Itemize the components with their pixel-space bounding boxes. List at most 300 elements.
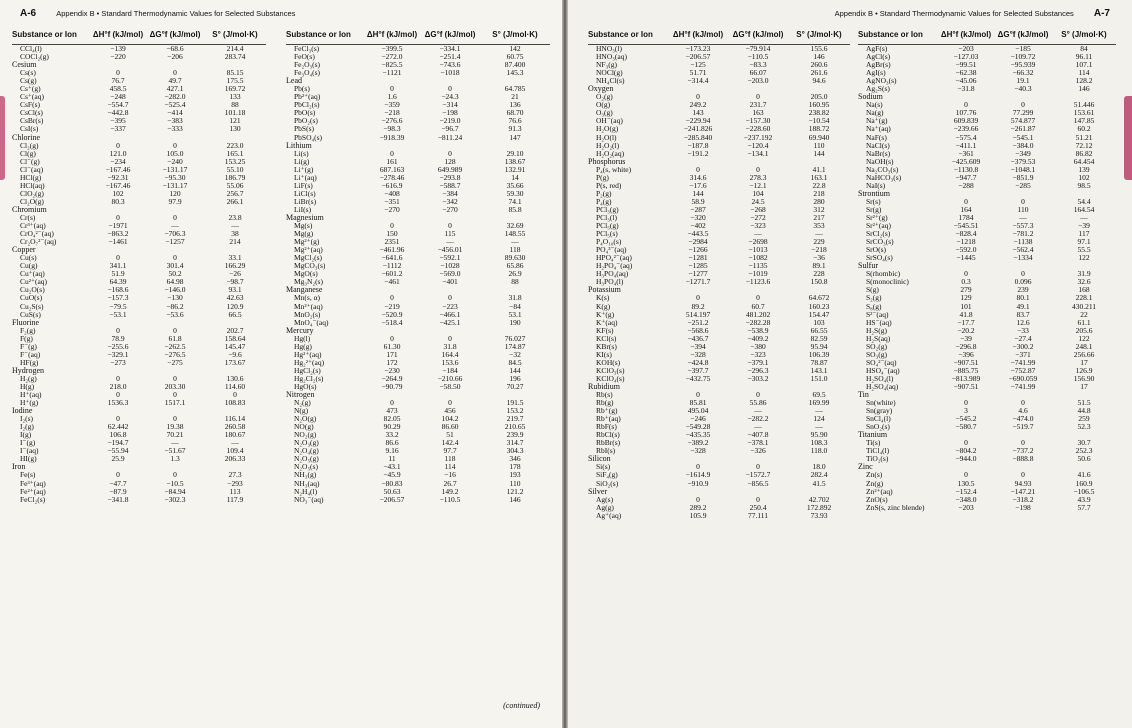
table-row: [286, 407, 550, 415]
table-row: [12, 166, 266, 174]
entropy-cell: 219.7: [506, 415, 524, 424]
table-row: [12, 286, 266, 294]
gibbs-cell: 649.989: [437, 165, 463, 174]
substance-cell: CsF(s): [20, 101, 41, 110]
gibbs-cell: −333: [167, 125, 183, 134]
table-row: [858, 142, 1116, 150]
entropy-cell: 228.1: [1075, 294, 1093, 303]
substance-cell: NaI(s): [866, 181, 886, 190]
substance-cell: AgI(s): [866, 69, 886, 78]
substance-cell: F₂(g): [20, 326, 36, 335]
enthalpy-cell: −288: [958, 181, 974, 190]
entropy-cell: 18.0: [812, 463, 826, 472]
enthalpy-cell: 11: [388, 455, 396, 464]
gibbs-cell: −210.66: [437, 374, 463, 383]
enthalpy-cell: −272.0: [381, 53, 403, 62]
entropy-cell: 153.2: [506, 407, 524, 416]
gibbs-cell: −1019: [748, 270, 768, 279]
gibbs-cell: 49.1: [1016, 302, 1030, 311]
enthalpy-cell: −436.7: [687, 334, 709, 343]
gibbs-cell: −1123.6: [745, 278, 771, 287]
entropy-cell: 202.7: [226, 326, 244, 335]
enthalpy-cell: 102: [112, 189, 124, 198]
entropy-cell: 260.58: [224, 423, 246, 432]
entropy-cell: —: [815, 230, 823, 239]
entropy-cell: 196: [509, 374, 521, 383]
substance-cell: Mg₃N₂(s): [294, 278, 323, 287]
gibbs-cell: −384: [442, 189, 458, 198]
substance-cell: Cu₂S(s): [20, 302, 44, 311]
element-group-heading: [858, 391, 1116, 399]
table-row: [12, 101, 266, 109]
element-group-heading: [858, 190, 1116, 198]
enthalpy-cell: 0: [390, 85, 394, 94]
table-row: [286, 222, 550, 230]
enthalpy-cell: −616.9: [381, 181, 403, 190]
enthalpy-cell: −90.79: [381, 382, 403, 391]
gibbs-cell: −40.3: [1014, 85, 1032, 94]
table-row: [286, 496, 550, 504]
table-row: [286, 294, 550, 302]
substance-cell: CCl₄(l): [20, 44, 42, 53]
enthalpy-cell: 341.1: [109, 262, 127, 271]
substance-cell: Zn(s): [866, 471, 883, 480]
gibbs-cell: −1013: [748, 246, 768, 255]
enthalpy-cell: −276.6: [381, 117, 403, 126]
gibbs-cell: —: [446, 238, 454, 247]
table-row: [12, 125, 266, 133]
entropy-cell: 120.9: [226, 302, 244, 311]
gibbs-cell: 278.3: [749, 173, 767, 182]
gibbs-cell: 0: [1021, 197, 1025, 206]
enthalpy-cell: 0: [116, 391, 120, 400]
enthalpy-cell: −47.7: [109, 479, 127, 488]
entropy-cell: 43.9: [1077, 495, 1091, 504]
enthalpy-cell: 0: [116, 213, 120, 222]
enthalpy-cell: −246: [690, 415, 706, 424]
enthalpy-cell: 0: [696, 391, 700, 400]
gibbs-cell: −261.87: [1010, 125, 1036, 134]
substance-cell: NF₃(g): [596, 61, 617, 70]
table-row: [12, 117, 266, 125]
entropy-cell: 65.86: [506, 262, 524, 271]
substance-cell: NH₃(g): [294, 471, 317, 480]
element-name: Potassium: [588, 286, 621, 295]
header-row: [12, 30, 266, 45]
gibbs-cell: −109.72: [1010, 53, 1036, 62]
enthalpy-cell: 0: [116, 471, 120, 480]
enthalpy-cell: −461.96: [379, 246, 405, 255]
gibbs-cell: 0: [448, 334, 452, 343]
element-group-heading: [858, 262, 1116, 270]
gibbs-cell: −276.5: [164, 350, 186, 359]
entropy-cell: 41.5: [812, 479, 826, 488]
entropy-cell: 139: [1078, 165, 1090, 174]
enthalpy-cell: 9.16: [385, 447, 399, 456]
gibbs-cell: 66.07: [749, 69, 767, 78]
table-row: [286, 93, 550, 101]
substance-cell: I(g): [20, 431, 32, 440]
entropy-cell: —: [815, 423, 823, 432]
element-group-heading: [286, 142, 550, 150]
element-name: Chlorine: [12, 133, 40, 142]
entropy-cell: 96.11: [1075, 53, 1093, 62]
gibbs-cell: —: [1019, 213, 1027, 222]
table-row: [12, 150, 266, 158]
enthalpy-cell: −206.57: [379, 495, 405, 504]
enthalpy-cell: 78.9: [111, 334, 125, 343]
gibbs-cell: −79.914: [745, 44, 771, 53]
table-row: [12, 294, 266, 302]
enthalpy-cell: 0: [116, 69, 120, 78]
element-name: Magnesium: [286, 213, 324, 222]
substance-cell: Na₂CO₃(s): [866, 165, 899, 174]
gibbs-cell: 149.2: [441, 487, 459, 496]
gibbs-cell: −314: [442, 101, 458, 110]
left-column-1: [12, 30, 266, 504]
enthalpy-cell: −825.5: [381, 61, 403, 70]
element-name: Mercury: [286, 326, 314, 335]
entropy-cell: 66.5: [228, 310, 242, 319]
enthalpy-cell: 0: [964, 101, 968, 110]
substance-cell: Cl₂O(g): [20, 197, 44, 206]
enthalpy-cell: 130.5: [957, 479, 975, 488]
table-row: [858, 278, 1116, 286]
enthalpy-cell: −152.4: [955, 487, 977, 496]
enthalpy-cell: 62.442: [107, 423, 129, 432]
entropy-cell: 41.6: [1077, 471, 1091, 480]
gibbs-cell: 481.202: [745, 310, 771, 319]
gibbs-cell: 427.1: [166, 85, 184, 94]
enthalpy-cell: 0: [116, 415, 120, 424]
table-row: [286, 158, 550, 166]
enthalpy-cell: 289.2: [689, 503, 707, 512]
enthalpy-cell: −329.1: [107, 350, 129, 359]
gibbs-cell: 60.7: [751, 302, 765, 311]
right-page-number: A-7: [1093, 8, 1110, 19]
enthalpy-cell: −435.35: [685, 431, 711, 440]
substance-cell: Si(s): [596, 463, 611, 472]
table-row: [588, 319, 850, 327]
enthalpy-cell: −273: [110, 358, 126, 367]
substance-cell: Ag₂S(s): [866, 85, 890, 94]
enthalpy-cell: −203: [958, 44, 974, 53]
entropy-cell: 95.94: [810, 342, 828, 351]
entropy-cell: 218: [813, 189, 825, 198]
enthalpy-cell: 0: [964, 471, 968, 480]
table-row: [588, 303, 850, 311]
entropy-cell: 266.1: [226, 197, 244, 206]
element-name: Copper: [12, 246, 36, 255]
substance-cell: P₄(s, white): [596, 165, 632, 174]
gibbs-cell: −272: [750, 213, 766, 222]
enthalpy-cell: −641.6: [381, 254, 403, 263]
table-row: [12, 480, 266, 488]
enthalpy-cell: −17.7: [957, 318, 975, 327]
enthalpy-cell: 171: [386, 350, 398, 359]
element-group-heading: [286, 327, 550, 335]
substance-cell: KClO₃(s): [596, 366, 625, 375]
enthalpy-cell: −885.75: [953, 366, 979, 375]
substance-cell: NaF(s): [866, 133, 887, 142]
enthalpy-cell: 0: [116, 374, 120, 383]
table-row: [286, 125, 550, 133]
table-row: [858, 311, 1116, 319]
enthalpy-cell: −402: [690, 222, 706, 231]
table-row: [286, 109, 550, 117]
substance-cell: Na⁺(g): [866, 117, 888, 126]
gibbs-cell: −53.6: [166, 310, 184, 319]
entropy-cell: 146: [509, 495, 521, 504]
substance-cell: HgO(s): [294, 382, 317, 391]
enthalpy-cell: −206.57: [685, 53, 711, 62]
entropy-cell: 70.27: [506, 382, 524, 391]
substance-cell: Cu⁺(aq): [20, 270, 45, 279]
table-row: [858, 423, 1116, 431]
table-row: [12, 423, 266, 431]
entropy-cell: 84.5: [508, 358, 522, 367]
table-row: [12, 375, 266, 383]
entropy-cell: 51.446: [1073, 101, 1095, 110]
entropy-cell: 142: [509, 44, 521, 53]
substance-cell: P₄O₁₀(s): [596, 238, 622, 247]
entropy-cell: 133: [229, 93, 241, 102]
gibbs-cell: −425.1: [439, 318, 461, 327]
substance-cell: CuS(s): [20, 310, 41, 319]
substance-cell: Ag⁺(aq): [596, 511, 622, 520]
gibbs-cell: −285: [1015, 181, 1031, 190]
substance-cell: Cu₂O(s): [20, 286, 45, 295]
entropy-cell: 32.6: [1077, 278, 1091, 287]
enthalpy-cell: −359: [384, 101, 400, 110]
enthalpy-cell: −1285: [688, 262, 708, 271]
substance-cell: Fe₂O₃(s): [294, 61, 321, 70]
gibbs-cell: 12.6: [1016, 318, 1030, 327]
entropy-cell: 144: [813, 149, 825, 158]
gibbs-cell: −737.2: [1012, 447, 1034, 456]
enthalpy-cell: −39: [960, 334, 972, 343]
gibbs-cell: −237.192: [743, 133, 773, 142]
entropy-cell: 74.1: [508, 197, 522, 206]
entropy-cell: 106.39: [808, 350, 830, 359]
enthalpy-cell: 495.04: [687, 407, 709, 416]
table-row: [588, 238, 850, 246]
gibbs-cell: 163: [752, 109, 764, 118]
entropy-cell: 259: [1078, 415, 1090, 424]
gibbs-cell: 19.38: [166, 423, 184, 432]
table-row: [858, 359, 1116, 367]
enthalpy-cell: −168.6: [107, 286, 129, 295]
entropy-cell: 156.90: [1073, 374, 1095, 383]
element-group-heading: [12, 246, 266, 254]
substance-cell: SrSO₄(s): [866, 254, 893, 263]
table-row: [286, 134, 550, 142]
entropy-cell: 85.8: [508, 205, 522, 214]
table-row: [858, 61, 1116, 69]
enthalpy-cell: −87.9: [109, 487, 127, 496]
entropy-cell: 174.87: [504, 342, 526, 351]
substance-cell: AgBr(s): [866, 61, 891, 70]
substance-cell: Mn²⁺(aq): [294, 302, 323, 311]
substance-cell: PbS(s): [294, 125, 315, 134]
enthalpy-cell: 3: [964, 407, 968, 416]
gibbs-cell: −781.2: [1012, 230, 1034, 239]
element-group-heading: [858, 93, 1116, 101]
table-row: [286, 351, 550, 359]
entropy-cell: 114: [1078, 69, 1090, 78]
table-row: [12, 69, 266, 77]
enthalpy-cell: −351: [384, 197, 400, 206]
table-row: [286, 488, 550, 496]
enthalpy-cell: 1536.3: [107, 399, 129, 408]
enthalpy-cell: −98.3: [383, 125, 401, 134]
table-row: [286, 480, 550, 488]
enthalpy-cell: −1461: [108, 238, 128, 247]
substance-cell: KClO₄(s): [596, 374, 625, 383]
table-row: [12, 142, 266, 150]
entropy-cell: 55.5: [1077, 246, 1091, 255]
gibbs-cell: −378.1: [747, 439, 769, 448]
entropy-cell: 122: [1078, 334, 1090, 343]
entropy-cell: 280: [813, 197, 825, 206]
enthalpy-cell: −234: [110, 157, 126, 166]
entropy-cell: 95.90: [810, 431, 828, 440]
table-row: [858, 294, 1116, 302]
table-row: [12, 455, 266, 463]
table-row: [286, 166, 550, 174]
entropy-cell: 126.9: [1075, 366, 1093, 375]
table-row: [588, 125, 850, 133]
table-row: [858, 206, 1116, 214]
substance-cell: SO₄²⁻(aq): [866, 358, 897, 367]
entropy-cell: 51.5: [1077, 399, 1091, 408]
gibbs-cell: 142.4: [441, 439, 459, 448]
substance-cell: LiI(s): [294, 205, 312, 214]
enthalpy-cell: −396: [958, 350, 974, 359]
table-row: [588, 198, 850, 206]
table-row: [12, 77, 266, 85]
right-head-title: Appendix B • Standard Thermodynamic Values for Selected Substances: [834, 9, 1074, 18]
element-name: Fluorine: [12, 318, 40, 327]
table-row: [286, 246, 550, 254]
gibbs-cell: −379.53: [1010, 157, 1036, 166]
entropy-cell: 102: [1078, 173, 1090, 182]
gibbs-cell: −120.4: [747, 141, 769, 150]
enthalpy-cell: 33.2: [385, 431, 399, 440]
substance-cell: OH⁻(aq): [596, 117, 623, 126]
entropy-cell: 54.4: [1077, 197, 1091, 206]
entropy-cell: 64.785: [504, 85, 526, 94]
gibbs-cell: 50.2: [168, 270, 182, 279]
enthalpy-cell: 161: [386, 157, 398, 166]
substance-cell: N₂O₅(g): [294, 455, 319, 464]
substance-cell: Hg(l): [294, 334, 311, 343]
enthalpy-cell: 144: [692, 189, 704, 198]
enthalpy-cell: 90.29: [383, 423, 401, 432]
gibbs-cell: −157.30: [745, 117, 771, 126]
table-row: [588, 294, 850, 302]
table-row: [858, 343, 1116, 351]
enthalpy-cell: −328: [690, 350, 706, 359]
table-row: [12, 278, 266, 286]
header-entropy: S° (J/mol·K): [204, 30, 266, 45]
table-row: [12, 270, 266, 278]
entropy-cell: 190: [509, 318, 521, 327]
table-row: [588, 150, 850, 158]
table-row: [12, 85, 266, 93]
header-entropy: S° (J/mol·K): [1052, 30, 1116, 45]
enthalpy-cell: −408: [384, 189, 400, 198]
gibbs-cell: 4.6: [1018, 407, 1028, 416]
entropy-cell: 87.400: [504, 61, 526, 70]
table-row: [858, 117, 1116, 125]
gibbs-cell: −95.30: [164, 173, 186, 182]
enthalpy-cell: 0: [964, 197, 968, 206]
table-row: [588, 463, 850, 471]
gibbs-cell: 0: [173, 326, 177, 335]
gibbs-cell: −525.4: [164, 101, 186, 110]
substance-cell: HPO₄²⁻(aq): [596, 254, 632, 263]
substance-cell: SrCO₃(s): [866, 238, 894, 247]
enthalpy-cell: 0: [390, 399, 394, 408]
table-row: [12, 254, 266, 262]
substance-cell: Zn²⁺(aq): [866, 487, 893, 496]
enthalpy-cell: −187.8: [687, 141, 709, 150]
entropy-cell: 155.6: [810, 44, 828, 53]
gibbs-cell: 86.60: [441, 423, 459, 432]
entropy-cell: 147.85: [1073, 117, 1095, 126]
enthalpy-cell: 514.197: [685, 310, 711, 319]
substance-cell: N₂O₄(g): [294, 447, 319, 456]
substance-cell: SnO₂(s): [866, 423, 890, 432]
substance-cell: Mg(g): [294, 230, 314, 239]
entropy-cell: −39: [1078, 222, 1090, 231]
enthalpy-cell: 105.9: [689, 511, 707, 520]
enthalpy-cell: 50.63: [383, 487, 401, 496]
gibbs-cell: −1135: [748, 262, 768, 271]
enthalpy-cell: −397.7: [687, 366, 709, 375]
substance-cell: Pb(s): [294, 85, 310, 94]
enthalpy-cell: 314.6: [689, 173, 707, 182]
enthalpy-cell: −55.94: [107, 447, 129, 456]
enthalpy-cell: −53.1: [109, 310, 127, 319]
element-name: Manganese: [286, 286, 323, 295]
table-row: [12, 351, 266, 359]
gibbs-cell: −10.5: [166, 479, 184, 488]
substance-cell: Sr(s): [866, 197, 881, 206]
substance-cell: CrO₄²⁻(aq): [20, 230, 54, 239]
enthalpy-cell: −220: [110, 53, 126, 62]
entropy-cell: 73.93: [810, 511, 828, 520]
gibbs-cell: −12.1: [749, 181, 767, 190]
gibbs-cell: 0: [1021, 471, 1025, 480]
gibbs-cell: 26.7: [443, 479, 457, 488]
table-row: [588, 431, 850, 439]
entropy-cell: 86.82: [1075, 149, 1093, 158]
entropy-cell: −218: [811, 246, 827, 255]
table-row: [12, 262, 266, 270]
right-column-1: [588, 30, 850, 520]
gibbs-cell: −371: [1015, 350, 1031, 359]
substance-cell: Cl⁻(g): [20, 157, 40, 166]
element-name: Lithium: [286, 141, 312, 150]
table-row: [12, 431, 266, 439]
enthalpy-cell: −804.2: [955, 447, 977, 456]
substance-cell: COCl₂(g): [20, 53, 49, 62]
substance-cell: S(monoclinic): [866, 278, 909, 287]
entropy-cell: 188.72: [808, 125, 830, 134]
gibbs-cell: −275: [167, 358, 183, 367]
